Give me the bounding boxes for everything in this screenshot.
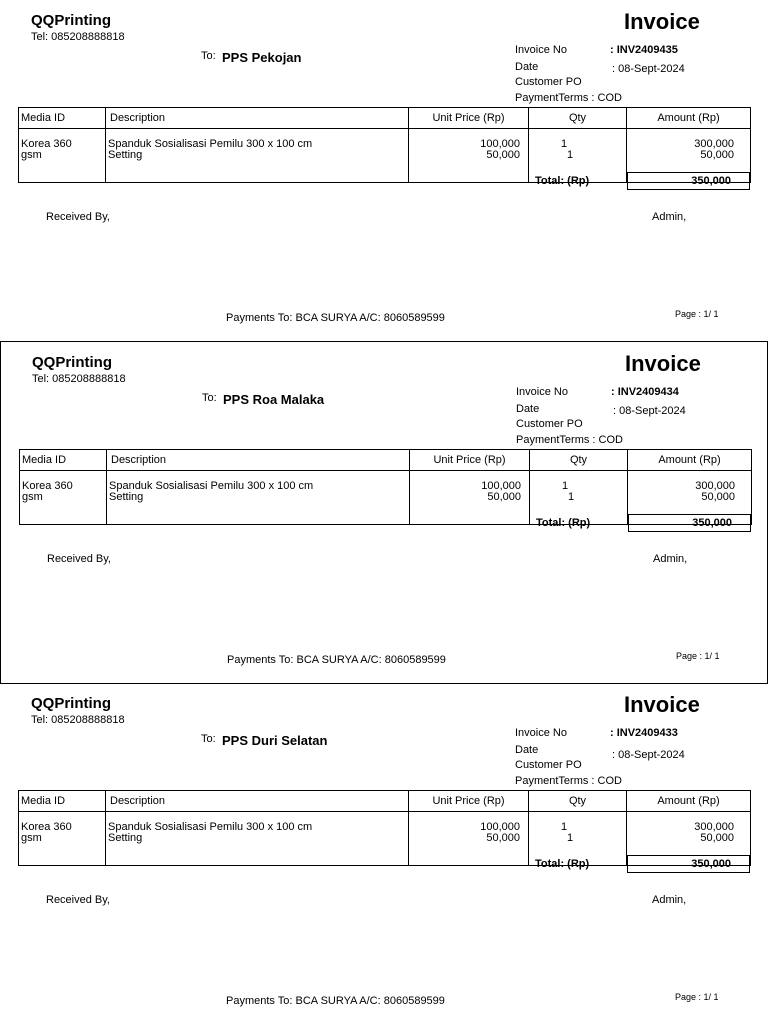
- cell-media-id: [19, 812, 106, 866]
- unit-price-line: 50,000: [487, 491, 521, 503]
- date-value: : 08-Sept-2024: [613, 405, 686, 417]
- date-label: Date: [516, 403, 540, 415]
- header-description: Description: [107, 450, 410, 471]
- cell-unit-price: [409, 812, 529, 866]
- amount-line: 50,000: [700, 149, 734, 161]
- qty-line: 1: [562, 480, 569, 492]
- header-description: Description: [106, 108, 409, 129]
- amount-line: 300,000: [694, 138, 734, 150]
- invoice-block: [0, 0, 768, 340]
- amount-line: 300,000: [694, 821, 734, 833]
- qty-line: 1: [567, 832, 574, 844]
- payment-terms: PaymentTerms : COD: [516, 434, 623, 446]
- total-label: Total: (Rp): [535, 175, 590, 187]
- header-qty: Qty: [530, 450, 628, 471]
- invoice-title: Invoice: [625, 351, 701, 376]
- payments-to: Payments To: BCA SURYA A/C: 8060589599: [227, 654, 446, 666]
- description-line: Setting: [108, 149, 143, 161]
- invoice-no-label: Invoice No: [516, 386, 568, 398]
- received-by: Received By,: [46, 211, 110, 223]
- payments-to: Payments To: BCA SURYA A/C: 8060589599: [226, 312, 445, 324]
- header-media-id: Media ID: [19, 108, 106, 129]
- header-qty: Qty: [529, 791, 627, 812]
- header-description: Description: [106, 791, 409, 812]
- date-label: Date: [515, 61, 539, 73]
- cell-description: [106, 129, 409, 183]
- header-amount: Amount (Rp): [627, 108, 751, 129]
- page-number: Page : 1/ 1: [675, 992, 719, 1002]
- cell-description: [107, 471, 410, 525]
- unit-price-line: 100,000: [480, 821, 520, 833]
- header-unit-price: Unit Price (Rp): [409, 108, 529, 129]
- total-value: 350,000: [691, 175, 731, 187]
- date-label: Date: [515, 744, 539, 756]
- unit-price-line: 100,000: [480, 138, 520, 150]
- media-id-line: gsm: [22, 491, 43, 503]
- amount-line: 50,000: [700, 832, 734, 844]
- invoice-no-label: Invoice No: [515, 727, 567, 739]
- unit-price-line: 50,000: [486, 832, 520, 844]
- cell-media-id: [20, 471, 107, 525]
- company-tel: Tel: 085208888818: [31, 714, 125, 726]
- to-label: To:: [201, 50, 216, 62]
- qty-line: 1: [561, 138, 568, 150]
- company-name: QQPrinting: [32, 354, 112, 371]
- invoice-no-value: : INV2409435: [610, 44, 678, 56]
- company-name: QQPrinting: [31, 695, 111, 712]
- page-number: Page : 1/ 1: [676, 651, 720, 661]
- admin-signature: Admin,: [652, 211, 687, 223]
- invoice-title: Invoice: [624, 692, 700, 717]
- page-number: Page : 1/ 1: [675, 309, 719, 319]
- media-id-line: Korea 360: [21, 821, 72, 833]
- description-line: Setting: [108, 832, 143, 844]
- recipient-name: PPS Pekojan: [222, 50, 302, 65]
- header-qty: Qty: [529, 108, 627, 129]
- header-amount: Amount (Rp): [627, 791, 751, 812]
- payment-terms: PaymentTerms : COD: [515, 92, 622, 104]
- description-line: Spanduk Sosialisasi Pemilu 300 x 100 cm: [108, 138, 313, 150]
- cell-unit-price: [410, 471, 530, 525]
- company-name: QQPrinting: [31, 12, 111, 29]
- header-media-id: Media ID: [19, 791, 106, 812]
- unit-price-line: 50,000: [486, 149, 520, 161]
- table-header-row: [19, 108, 751, 129]
- invoice-block: [0, 683, 768, 1023]
- qty-line: 1: [567, 149, 574, 161]
- header-unit-price: Unit Price (Rp): [410, 450, 530, 471]
- total-value: 350,000: [692, 517, 732, 529]
- cell-description: [106, 812, 409, 866]
- table-header-row: [19, 791, 751, 812]
- cell-unit-price: [409, 129, 529, 183]
- qty-line: 1: [561, 821, 568, 833]
- qty-line: 1: [568, 491, 575, 503]
- to-label: To:: [202, 392, 217, 404]
- customer-po-label: Customer PO: [516, 418, 583, 430]
- received-by: Received By,: [46, 894, 110, 906]
- admin-signature: Admin,: [652, 894, 687, 906]
- media-id-line: gsm: [21, 832, 42, 844]
- invoice-no-value: : INV2409434: [611, 386, 679, 398]
- media-id-line: Korea 360: [21, 138, 72, 150]
- total-box: [628, 514, 751, 532]
- total-box: [627, 855, 750, 873]
- to-label: To:: [201, 733, 216, 745]
- recipient-name: PPS Roa Malaka: [223, 392, 325, 407]
- recipient-name: PPS Duri Selatan: [222, 733, 328, 748]
- amount-line: 300,000: [695, 480, 735, 492]
- payments-to: Payments To: BCA SURYA A/C: 8060589599: [226, 995, 445, 1007]
- table-header-row: [20, 450, 752, 471]
- cell-media-id: [19, 129, 106, 183]
- media-id-line: gsm: [21, 149, 42, 161]
- company-tel: Tel: 085208888818: [32, 373, 126, 385]
- description-line: Setting: [109, 491, 144, 503]
- total-label: Total: (Rp): [535, 858, 590, 870]
- payment-terms: PaymentTerms : COD: [515, 775, 622, 787]
- total-box: [627, 172, 750, 190]
- date-value: : 08-Sept-2024: [612, 63, 685, 75]
- customer-po-label: Customer PO: [515, 76, 582, 88]
- header-unit-price: Unit Price (Rp): [409, 791, 529, 812]
- invoice-no-label: Invoice No: [515, 44, 567, 56]
- header-media-id: Media ID: [20, 450, 107, 471]
- admin-signature: Admin,: [653, 553, 688, 565]
- description-line: Spanduk Sosialisasi Pemilu 300 x 100 cm: [108, 821, 313, 833]
- customer-po-label: Customer PO: [515, 759, 582, 771]
- invoice-block: [0, 341, 768, 684]
- company-tel: Tel: 085208888818: [31, 31, 125, 43]
- amount-line: 50,000: [701, 491, 735, 503]
- unit-price-line: 100,000: [481, 480, 521, 492]
- total-label: Total: (Rp): [536, 517, 591, 529]
- description-line: Spanduk Sosialisasi Pemilu 300 x 100 cm: [109, 480, 314, 492]
- header-amount: Amount (Rp): [628, 450, 752, 471]
- media-id-line: Korea 360: [22, 480, 73, 492]
- invoice-title: Invoice: [624, 9, 700, 34]
- received-by: Received By,: [47, 553, 111, 565]
- total-value: 350,000: [691, 858, 731, 870]
- invoice-no-value: : INV2409433: [610, 727, 678, 739]
- date-value: : 08-Sept-2024: [612, 749, 685, 761]
